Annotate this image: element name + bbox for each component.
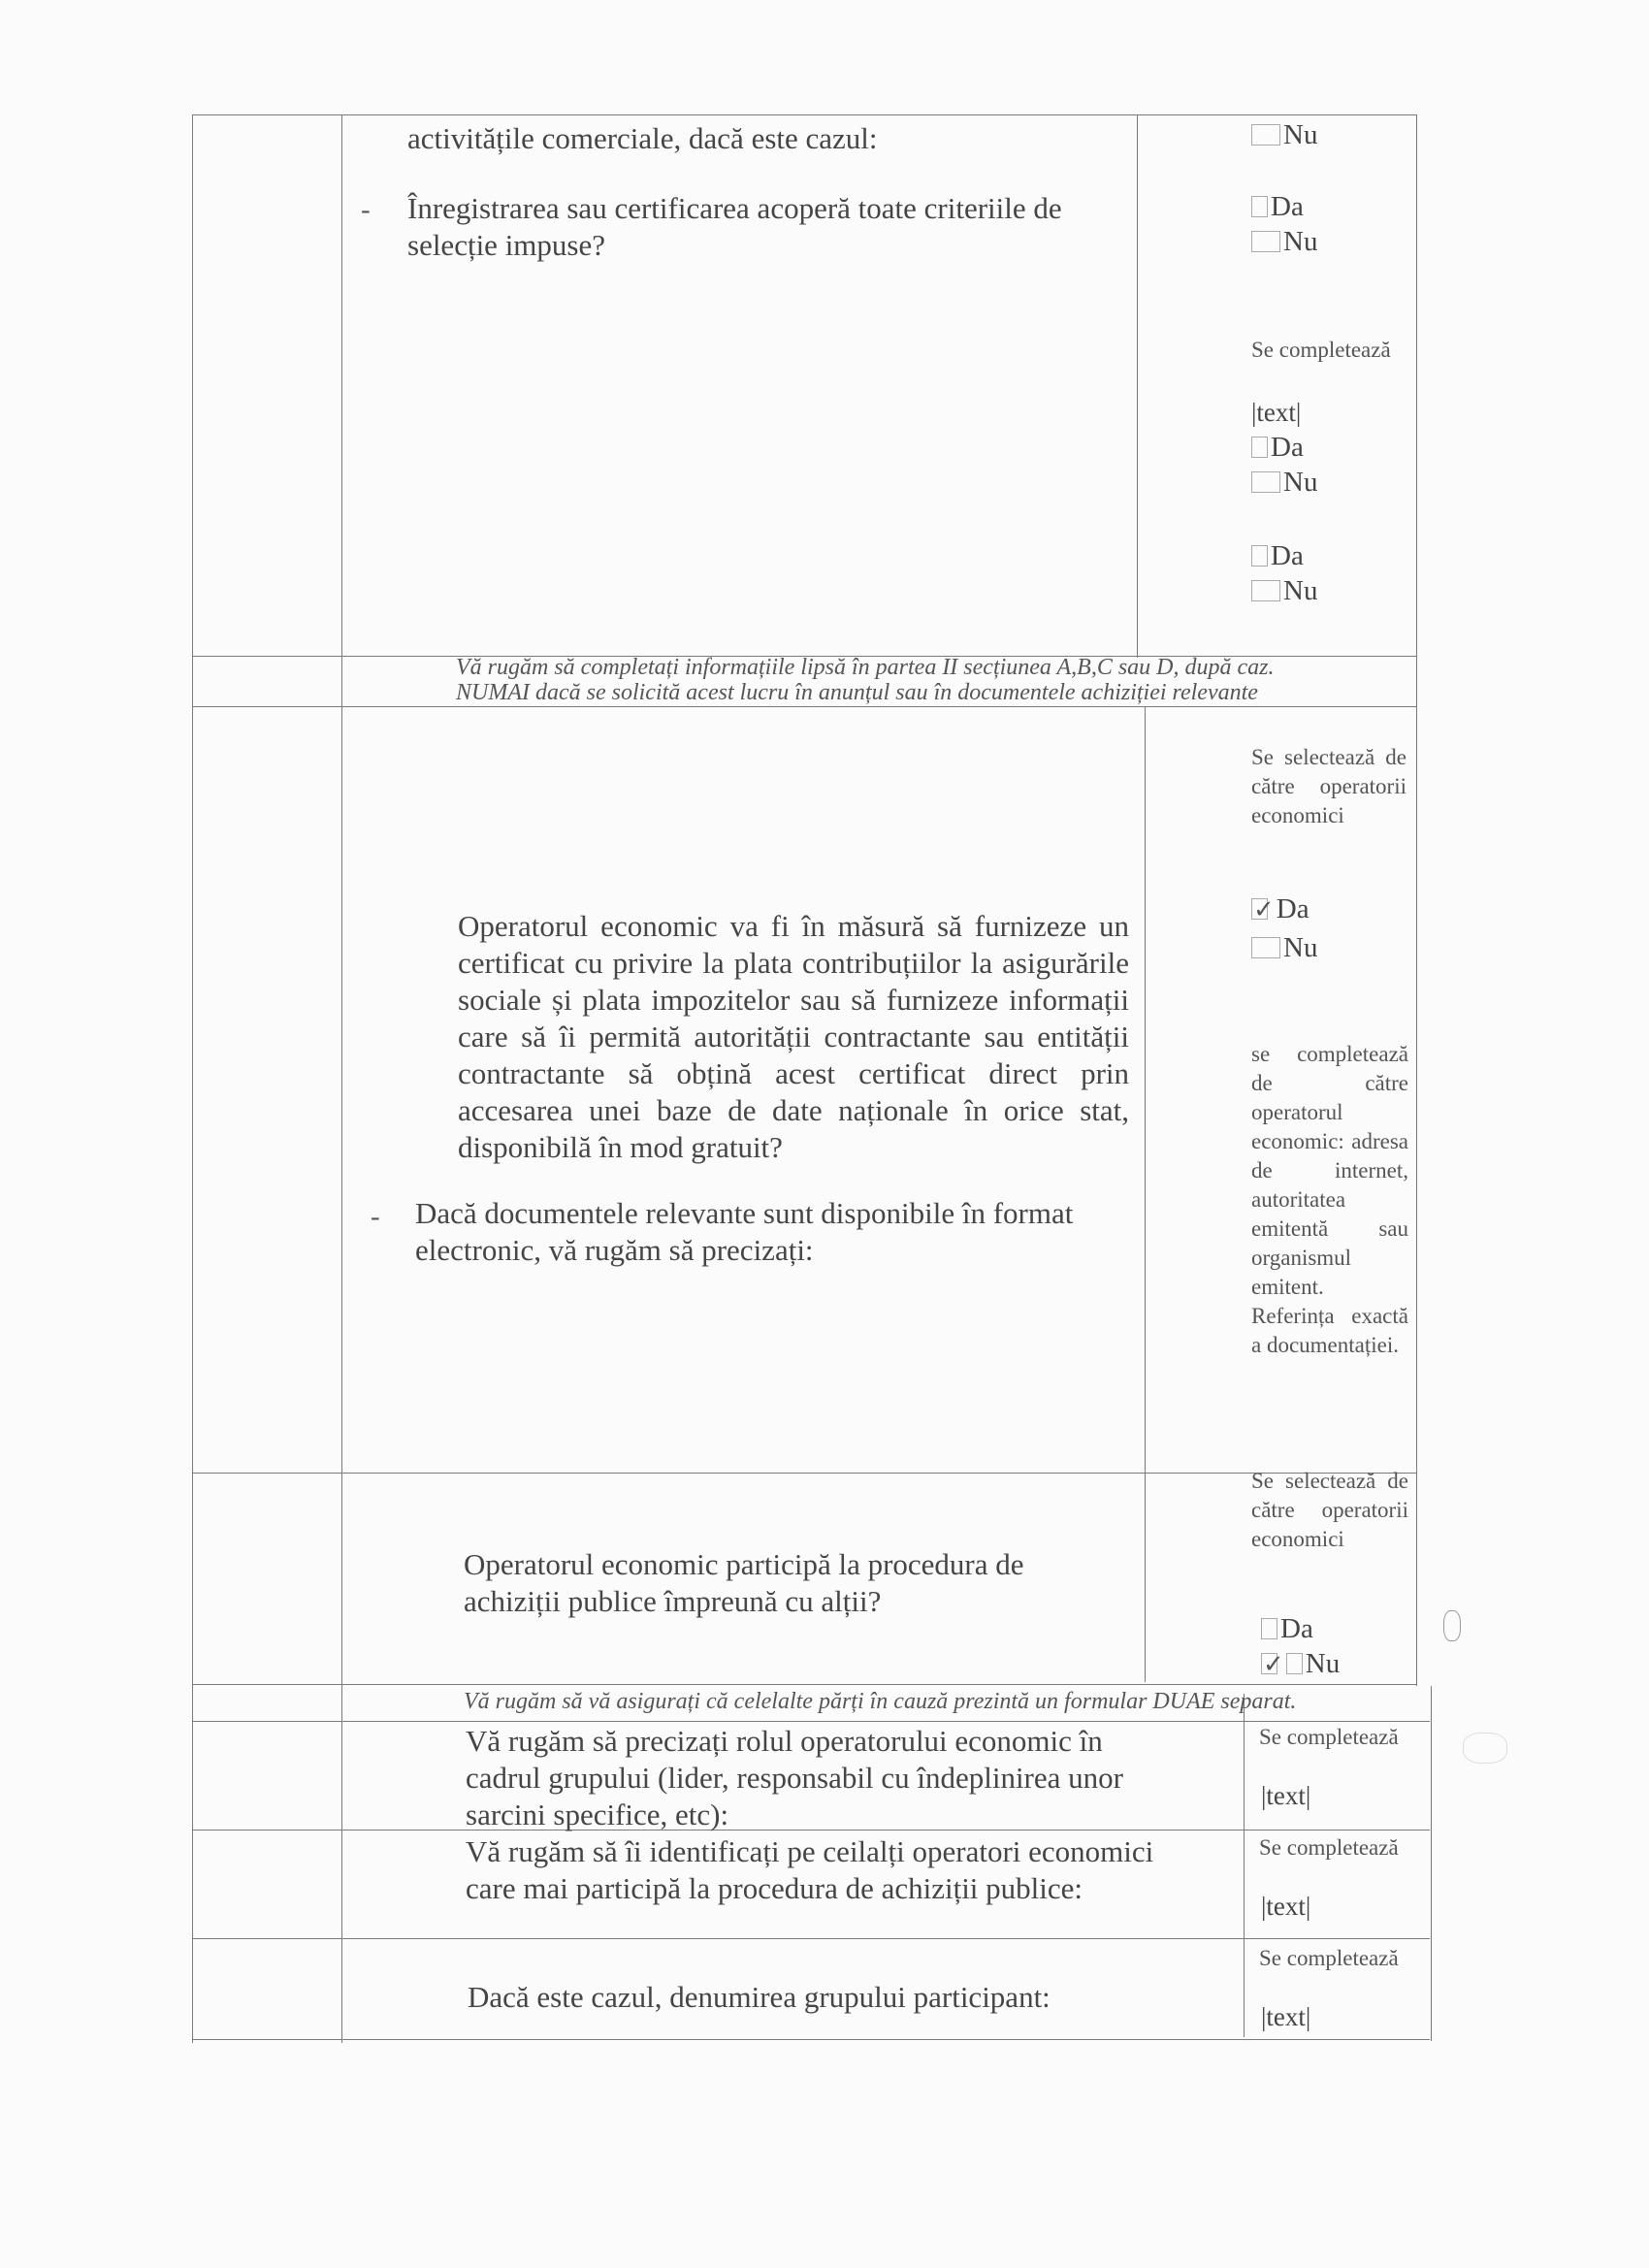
option-no[interactable]: Nu [1251,225,1317,258]
section1-line1: activitățile comerciale, dacă este cazul: [407,121,878,155]
row-border-2 [192,706,1416,707]
select-label: Se selectează de către operatorii economici [1251,1469,1408,1551]
checkbox-icon [1251,580,1280,601]
option-yes-checked[interactable]: ✓Da [1253,893,1310,924]
checkbox-icon [1251,124,1280,146]
option-yes[interactable]: Da [1251,431,1304,464]
checkbox-icon [1251,437,1268,458]
text-placeholder[interactable]: |text| [1261,2002,1311,2031]
option-no-checked[interactable]: ✓ Nu [1263,1648,1341,1679]
row1-question: Vă rugăm să precizați rolul operatorului economic în cadrul grupului (lider, responsabil cu îndeplinirea unor sarcini specifice, etc): [466,1724,1123,1831]
text-placeholder[interactable]: |text| [1261,1892,1311,1921]
row-border-4 [192,1684,1416,1685]
option-no[interactable]: Nu [1251,574,1317,607]
row-border-3 [192,1473,1416,1474]
fill-label: Se completează [1259,1946,1399,1970]
checkbox-icon [1261,1618,1277,1639]
option-yes[interactable]: Da [1251,539,1304,572]
checkmark-icon: ✓ [1263,1650,1284,1678]
column-divider-1 [341,114,342,2043]
fill-label: Se completează [1259,1725,1399,1749]
text-placeholder[interactable]: |text| [1261,1781,1311,1810]
checkbox-icon [1286,1653,1303,1674]
column-divider-2b [1145,706,1146,1682]
row3-question: Dacă este cazul, denumirea grupului participant: [468,1980,1051,2014]
scan-mark [1463,1733,1507,1764]
checkbox-icon [1251,231,1280,252]
fill-label: Se completează [1259,1835,1399,1860]
row-border-7 [192,1938,1430,1939]
note-line2: NUMAI dacă se solicită acest lucru în anunțul sau în documentele achiziției relevante [456,680,1258,705]
note2: Vă rugăm să vă asigurați că celelalte părți în cauză prezintă un formular DUAE separat. [464,1689,1297,1714]
column-divider-2a [1137,114,1138,658]
option-yes[interactable]: Da [1251,190,1304,223]
column-divider-2c [1244,1694,1245,2037]
option-no[interactable]: Nu [1251,931,1317,964]
section2-question2: Dacă documentele relevante sunt disponibile în format electronic, vă rugăm să precizați: [415,1196,1074,1267]
checkbox-icon [1251,545,1268,567]
table-left-border [192,114,193,2043]
section3-question: Operatorul economic participă la procedura de achiziții publice împreună cu alții? [464,1547,1024,1618]
table-top-border [192,114,1416,115]
option-no[interactable]: Nu [1251,118,1317,151]
section1-question2: Înregistrarea sau certificarea acoperă toate criteriile de selecție impuse? [407,191,1062,262]
checkbox-icon [1251,937,1280,958]
dash-bullet: - [361,194,371,225]
select-label: Se selectează de către operatorii economici [1251,745,1406,827]
operator-fill-label: se completează de către operatorul economic: adresa de internet, autoritatea emitentă sau organismul emitent. Referința exactă a documentației. [1251,1042,1408,1357]
row-border-5 [192,1721,1430,1722]
checkbox-icon [1251,471,1280,493]
text-placeholder[interactable]: |text| [1251,398,1302,427]
checkbox-icon [1251,196,1268,217]
row2-question: Vă rugăm să îi identificați pe ceilalți operatori economici care mai participă la procedura de achiziții publice: [466,1834,1154,1905]
note-line1: Vă rugăm să completați informațiile lipsă în partea II secțiunea A,B,C sau D, după caz. [456,655,1275,680]
fill-label: Se completează [1251,338,1391,362]
option-no[interactable]: Nu [1251,466,1317,499]
table-right-border-a [1416,114,1417,1686]
scan-mark [1443,1610,1461,1641]
dash-bullet: - [371,1201,380,1232]
section2-question1: Operatorul economic va fi în măsură să furnizeze un certificat cu privire la plata contribuțiilor la asigurările sociale și plata impozitelor sau să furnizeze informații care să îi permită autorității contractante sau entității contractante să obțină acest certificat direct prin accesarea unei baze de date naționale în orice stat, disponibilă în mod gratuit? [458,909,1129,1164]
table-right-border-b [1431,1686,1432,2041]
checkmark-icon: ✓ [1253,895,1275,923]
table-bottom-border [192,2039,1430,2040]
option-yes[interactable]: Da [1261,1612,1313,1645]
